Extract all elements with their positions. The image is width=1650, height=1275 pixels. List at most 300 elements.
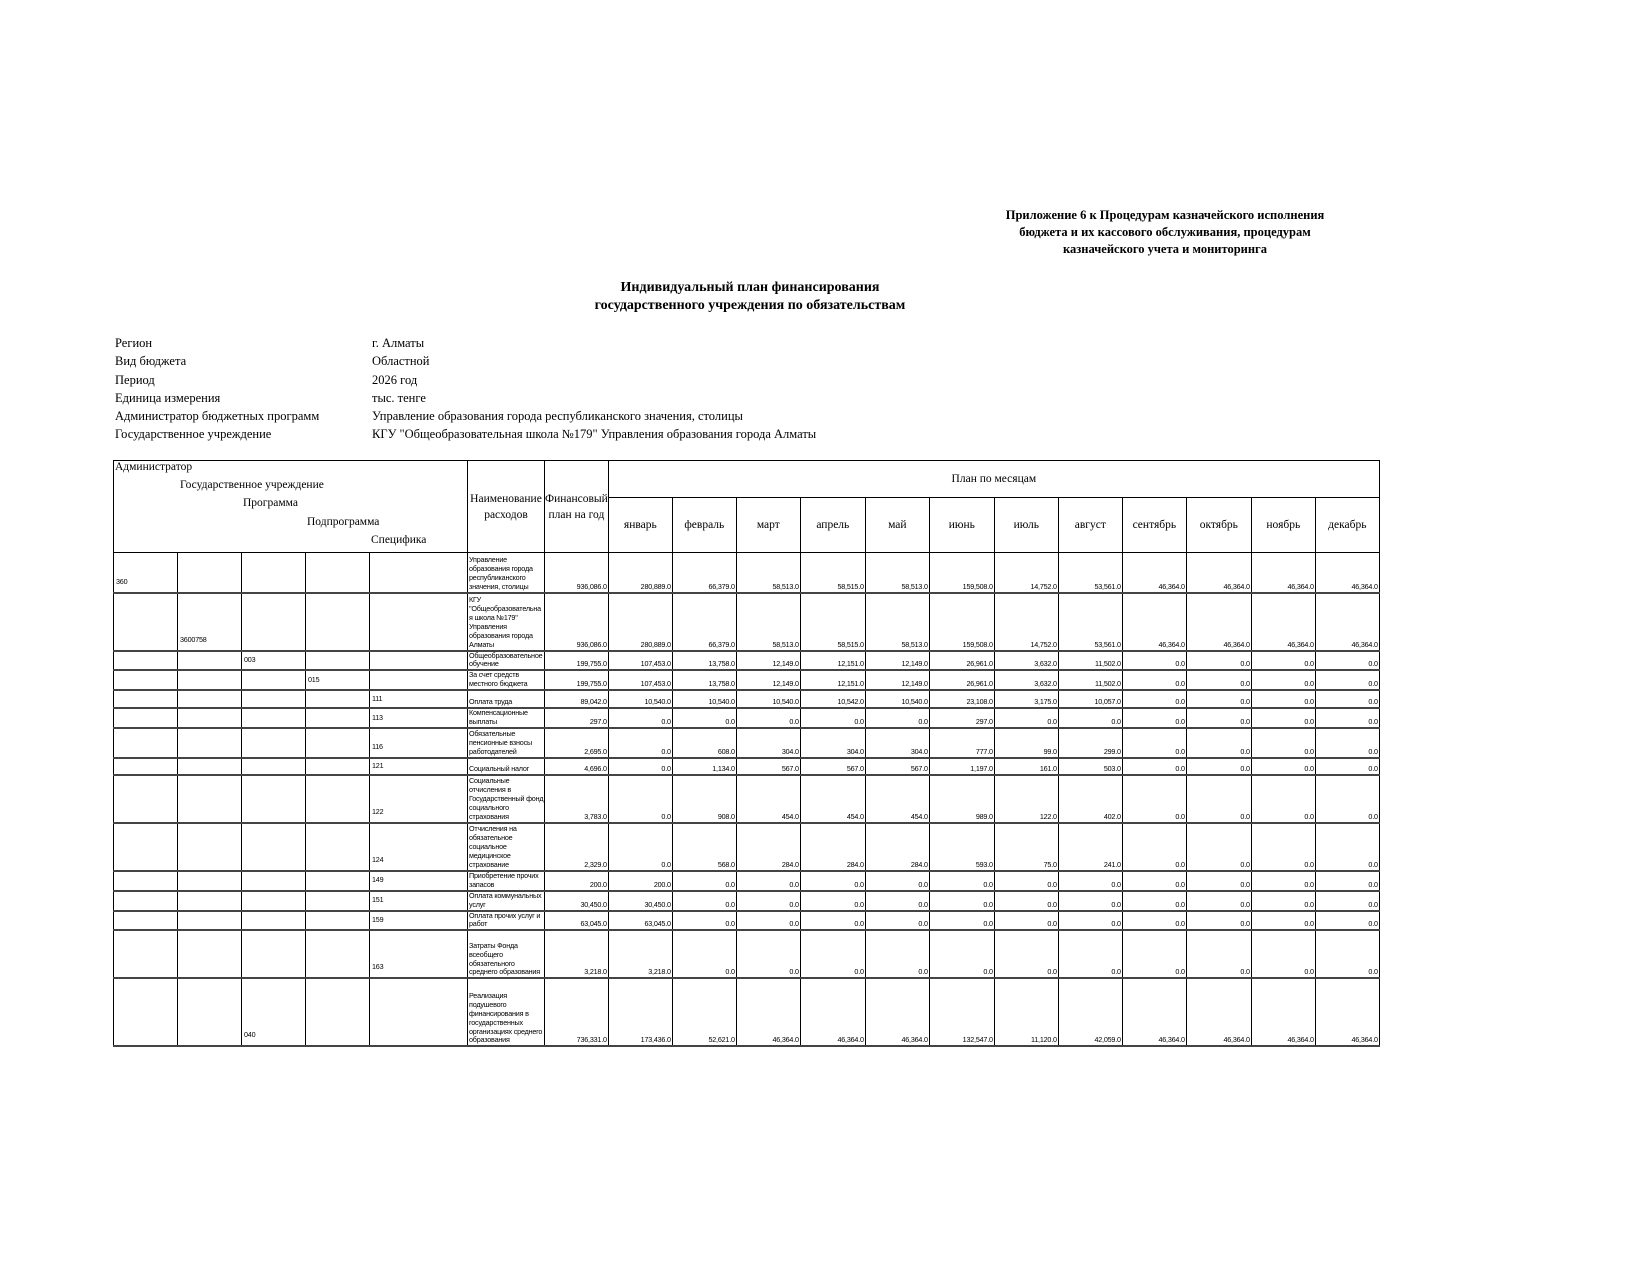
code-institution — [178, 871, 242, 891]
code-specifics: 121 — [370, 758, 468, 775]
header-month: май — [865, 498, 929, 553]
document-title — [450, 279, 1050, 315]
month-amount: 0.0 — [1251, 758, 1315, 775]
month-amount: 46,364.0 — [1122, 593, 1186, 651]
month-amount: 10,540.0 — [672, 690, 736, 708]
table-row — [114, 891, 1380, 911]
month-amount: 0.0 — [1315, 930, 1379, 978]
month-amount: 0.0 — [800, 871, 865, 891]
code-program: 040 — [242, 978, 306, 1046]
month-amount: 159,508.0 — [929, 553, 994, 593]
meta-value: Областной — [372, 354, 430, 369]
code-program — [242, 593, 306, 651]
header-administrator: Администратор — [115, 461, 193, 473]
month-amount: 0.0 — [672, 871, 736, 891]
month-amount: 14,752.0 — [994, 593, 1058, 651]
month-amount: 58,513.0 — [736, 593, 800, 651]
code-program — [242, 930, 306, 978]
code-program — [242, 708, 306, 728]
header-expense-name: Наименование расходов — [468, 461, 545, 553]
code-specifics: 159 — [370, 911, 468, 931]
code-administrator — [114, 775, 178, 823]
header-month: июнь — [929, 498, 994, 553]
code-administrator — [114, 930, 178, 978]
month-amount: 304.0 — [865, 728, 929, 758]
meta-value: 2026 год — [372, 372, 418, 387]
code-subprogram — [306, 891, 370, 911]
month-amount: 568.0 — [672, 823, 736, 871]
month-amount: 284.0 — [800, 823, 865, 871]
month-amount: 280,889.0 — [608, 593, 672, 651]
month-amount: 908.0 — [672, 775, 736, 823]
expense-name: Компенсационные выплаты — [468, 708, 545, 728]
code-program — [242, 690, 306, 708]
code-administrator — [114, 871, 178, 891]
code-subprogram — [306, 690, 370, 708]
month-amount: 11,502.0 — [1058, 670, 1122, 690]
code-subprogram — [306, 911, 370, 931]
meta-label: Вид бюджета — [115, 354, 187, 369]
expense-name: Оплата прочих услуг и работ — [468, 911, 545, 931]
annual-amount: 936,086.0 — [545, 593, 609, 651]
month-amount: 66,379.0 — [672, 553, 736, 593]
code-specifics — [370, 670, 468, 690]
month-amount: 0.0 — [1122, 911, 1186, 931]
code-specifics: 149 — [370, 871, 468, 891]
code-subprogram — [306, 758, 370, 775]
month-amount: 0.0 — [1122, 930, 1186, 978]
code-institution — [178, 670, 242, 690]
code-subprogram — [306, 728, 370, 758]
month-amount: 0.0 — [929, 871, 994, 891]
month-amount: 10,540.0 — [865, 690, 929, 708]
annual-amount: 199,755.0 — [545, 670, 609, 690]
header-month: апрель — [800, 498, 865, 553]
header-specifics: Специфика — [371, 534, 427, 546]
month-amount: 12,149.0 — [865, 670, 929, 690]
appendix-line: Приложение 6 к Процедурам казначейского исполнения — [1005, 208, 1325, 222]
month-amount: 0.0 — [1186, 911, 1251, 931]
code-subprogram — [306, 978, 370, 1046]
meta-label: Государственное учреждение — [115, 427, 272, 442]
month-amount: 0.0 — [1251, 871, 1315, 891]
month-amount: 402.0 — [1058, 775, 1122, 823]
code-program — [242, 891, 306, 911]
month-amount: 0.0 — [1186, 871, 1251, 891]
code-specifics: 111 — [370, 690, 468, 708]
code-institution — [178, 690, 242, 708]
title-line: государственного учреждения по обязательствам — [594, 298, 906, 313]
code-institution — [178, 891, 242, 911]
expense-name: Оплата коммунальных услуг — [468, 891, 545, 911]
month-amount: 0.0 — [736, 708, 800, 728]
code-institution — [178, 728, 242, 758]
month-amount: 0.0 — [1186, 775, 1251, 823]
code-administrator — [114, 728, 178, 758]
month-amount: 0.0 — [608, 775, 672, 823]
month-amount: 10,540.0 — [736, 690, 800, 708]
month-amount: 0.0 — [1315, 670, 1379, 690]
month-amount: 46,364.0 — [1315, 593, 1379, 651]
table-row — [114, 775, 1380, 823]
header-hierarchy — [114, 461, 468, 553]
meta-row-region — [115, 334, 816, 352]
expense-name: Социальные отчисления в Государственный фонд социального страхования — [469, 776, 544, 822]
annual-amount: 89,042.0 — [545, 690, 609, 708]
code-institution — [178, 823, 242, 871]
table-row — [114, 823, 1380, 871]
month-amount: 280,889.0 — [608, 553, 672, 593]
month-amount: 46,364.0 — [1251, 553, 1315, 593]
month-amount: 12,149.0 — [736, 651, 800, 671]
code-institution — [178, 708, 242, 728]
month-amount: 0.0 — [1251, 911, 1315, 931]
expense-name: Реализация подушевого финансирования в государственных организациях среднего образования — [468, 978, 545, 1046]
code-subprogram — [306, 871, 370, 891]
month-amount: 0.0 — [672, 930, 736, 978]
table-row — [114, 758, 1380, 775]
month-amount: 0.0 — [1058, 708, 1122, 728]
code-institution — [178, 651, 242, 671]
month-amount: 0.0 — [736, 891, 800, 911]
meta-row-institution — [115, 425, 816, 443]
code-program — [242, 728, 306, 758]
table-row — [114, 728, 1380, 758]
table-row — [114, 978, 1380, 1046]
code-program — [242, 871, 306, 891]
meta-value: КГУ "Общеобразовательная школа №179" Управления образования города Алматы — [372, 427, 817, 442]
month-amount: 58,513.0 — [865, 553, 929, 593]
month-amount: 63,045.0 — [608, 911, 672, 931]
code-institution: 3600758 — [178, 593, 242, 651]
header-annual-plan: Финансовый план на год — [545, 461, 609, 553]
code-specifics: 163 — [370, 930, 468, 978]
title-line: Индивидуальный план финансирования — [620, 280, 880, 295]
meta-row-unit — [115, 389, 816, 407]
header-month: сентябрь — [1122, 498, 1186, 553]
table-row — [114, 670, 1380, 690]
code-administrator — [114, 690, 178, 708]
annual-amount: 936,086.0 — [545, 553, 609, 593]
month-amount: 0.0 — [608, 708, 672, 728]
month-amount: 0.0 — [672, 708, 736, 728]
header-month: декабрь — [1315, 498, 1379, 553]
month-amount: 0.0 — [994, 891, 1058, 911]
month-amount: 0.0 — [994, 930, 1058, 978]
header-program: Программа — [243, 497, 298, 509]
month-amount: 297.0 — [929, 708, 994, 728]
annual-amount: 63,045.0 — [545, 911, 609, 931]
meta-value: Управление образования города республиканского значения, столицы — [372, 409, 743, 424]
month-amount: 10,542.0 — [800, 690, 865, 708]
code-specifics: 116 — [370, 728, 468, 758]
code-subprogram — [306, 708, 370, 728]
month-amount: 0.0 — [1058, 930, 1122, 978]
month-amount: 0.0 — [865, 891, 929, 911]
month-amount: 0.0 — [1186, 690, 1251, 708]
document-meta — [115, 334, 816, 444]
month-amount: 0.0 — [1251, 930, 1315, 978]
month-amount: 3,175.0 — [994, 690, 1058, 708]
expense-name: За счет средств местного бюджета — [468, 670, 545, 690]
code-administrator — [114, 891, 178, 911]
month-amount: 0.0 — [1122, 891, 1186, 911]
month-amount: 0.0 — [1251, 651, 1315, 671]
month-amount: 53,561.0 — [1058, 553, 1122, 593]
month-amount: 0.0 — [1058, 871, 1122, 891]
meta-label: Администратор бюджетных программ — [115, 409, 320, 424]
month-amount: 608.0 — [672, 728, 736, 758]
month-amount: 107,453.0 — [608, 651, 672, 671]
month-amount: 0.0 — [672, 891, 736, 911]
table-row — [114, 930, 1380, 978]
month-amount: 46,364.0 — [1186, 978, 1251, 1046]
meta-value: тыс. тенге — [372, 390, 426, 405]
month-amount: 0.0 — [1122, 775, 1186, 823]
month-amount: 46,364.0 — [1251, 593, 1315, 651]
annual-amount: 199,755.0 — [545, 651, 609, 671]
month-amount: 1,197.0 — [929, 758, 994, 775]
month-amount: 989.0 — [929, 775, 994, 823]
month-amount: 567.0 — [800, 758, 865, 775]
month-amount: 0.0 — [800, 911, 865, 931]
code-specifics — [370, 593, 468, 651]
month-amount: 0.0 — [1122, 651, 1186, 671]
code-specifics: 124 — [370, 823, 468, 871]
month-amount: 159,508.0 — [929, 593, 994, 651]
header-month: июль — [994, 498, 1058, 553]
month-amount: 46,364.0 — [1186, 593, 1251, 651]
code-subprogram — [306, 593, 370, 651]
header-month: ноябрь — [1251, 498, 1315, 553]
expense-name: Обязательные пенсионные взносы работодателей — [468, 728, 545, 758]
month-amount: 46,364.0 — [1315, 978, 1379, 1046]
month-amount: 46,364.0 — [1122, 978, 1186, 1046]
month-amount: 0.0 — [1251, 823, 1315, 871]
month-amount: 66,379.0 — [672, 593, 736, 651]
meta-row-budget-type — [115, 352, 816, 370]
month-amount: 0.0 — [1315, 690, 1379, 708]
expense-name: Отчисления на обязательное социальное медицинское страхование — [468, 823, 545, 871]
code-institution — [178, 930, 242, 978]
header-month: октябрь — [1186, 498, 1251, 553]
month-amount: 0.0 — [1058, 911, 1122, 931]
code-institution — [178, 978, 242, 1046]
month-amount: 11,120.0 — [994, 978, 1058, 1046]
code-administrator: 360 — [114, 553, 178, 593]
month-amount: 14,752.0 — [994, 553, 1058, 593]
table-row — [114, 871, 1380, 891]
annual-amount: 4,696.0 — [545, 758, 609, 775]
code-subprogram — [306, 823, 370, 871]
month-amount: 0.0 — [929, 930, 994, 978]
month-amount: 0.0 — [1122, 758, 1186, 775]
month-amount: 0.0 — [1251, 728, 1315, 758]
month-amount: 0.0 — [1122, 708, 1186, 728]
month-amount: 52,621.0 — [672, 978, 736, 1046]
month-amount: 46,364.0 — [1186, 553, 1251, 593]
month-amount: 132,547.0 — [929, 978, 994, 1046]
meta-label: Единица измерения — [115, 390, 221, 405]
meta-label: Период — [115, 372, 155, 387]
month-amount: 0.0 — [800, 891, 865, 911]
code-subprogram — [306, 930, 370, 978]
code-specifics — [370, 553, 468, 593]
month-amount: 58,515.0 — [800, 553, 865, 593]
code-institution — [178, 553, 242, 593]
month-amount: 46,364.0 — [736, 978, 800, 1046]
month-amount: 0.0 — [608, 823, 672, 871]
month-amount: 304.0 — [736, 728, 800, 758]
code-program — [242, 553, 306, 593]
month-amount: 26,961.0 — [929, 670, 994, 690]
code-administrator — [114, 911, 178, 931]
code-administrator — [114, 651, 178, 671]
code-administrator — [114, 978, 178, 1046]
month-amount: 0.0 — [800, 708, 865, 728]
month-amount: 46,364.0 — [1251, 978, 1315, 1046]
annual-amount: 3,218.0 — [545, 930, 609, 978]
month-amount: 23,108.0 — [929, 690, 994, 708]
month-amount: 0.0 — [1315, 775, 1379, 823]
month-amount: 1,134.0 — [672, 758, 736, 775]
month-amount: 0.0 — [1186, 891, 1251, 911]
month-amount: 0.0 — [1186, 823, 1251, 871]
month-amount: 46,364.0 — [1122, 553, 1186, 593]
appendix-note — [1000, 207, 1330, 258]
month-amount: 13,758.0 — [672, 670, 736, 690]
month-amount: 10,540.0 — [608, 690, 672, 708]
code-program — [242, 670, 306, 690]
code-administrator — [114, 823, 178, 871]
code-program — [242, 911, 306, 931]
month-amount: 58,513.0 — [736, 553, 800, 593]
code-subprogram — [306, 553, 370, 593]
month-amount: 299.0 — [1058, 728, 1122, 758]
header-month: февраль — [672, 498, 736, 553]
month-amount: 26,961.0 — [929, 651, 994, 671]
code-administrator — [114, 708, 178, 728]
month-amount: 173,436.0 — [608, 978, 672, 1046]
month-amount: 0.0 — [736, 930, 800, 978]
month-amount: 0.0 — [1186, 670, 1251, 690]
month-amount: 12,149.0 — [736, 670, 800, 690]
month-amount: 107,453.0 — [608, 670, 672, 690]
month-amount: 0.0 — [800, 930, 865, 978]
month-amount: 0.0 — [1251, 708, 1315, 728]
month-amount: 10,057.0 — [1058, 690, 1122, 708]
month-amount: 284.0 — [736, 823, 800, 871]
month-amount: 0.0 — [1186, 728, 1251, 758]
month-amount: 0.0 — [994, 871, 1058, 891]
meta-row-administrator — [115, 407, 816, 425]
month-amount: 0.0 — [1186, 758, 1251, 775]
month-amount: 454.0 — [865, 775, 929, 823]
annual-amount: 30,450.0 — [545, 891, 609, 911]
expense-name: Затраты Фонда всеобщего обязательного среднего образования — [468, 930, 545, 978]
month-amount: 3,632.0 — [994, 670, 1058, 690]
header-month: март — [736, 498, 800, 553]
month-amount: 11,502.0 — [1058, 651, 1122, 671]
month-amount: 46,364.0 — [865, 978, 929, 1046]
code-program — [242, 758, 306, 775]
appendix-line: казначейского учета и мониторинга — [1063, 242, 1267, 256]
month-amount: 0.0 — [1122, 728, 1186, 758]
financing-plan-table — [113, 460, 1380, 1047]
table-row — [114, 651, 1380, 671]
month-amount: 503.0 — [1058, 758, 1122, 775]
month-amount: 0.0 — [929, 911, 994, 931]
month-amount: 0.0 — [1251, 670, 1315, 690]
expense-name: КГУ "Общеобразовательная школа №179" Управления образования города Алматы — [468, 593, 545, 651]
month-amount: 454.0 — [736, 775, 800, 823]
table-row — [114, 553, 1380, 593]
month-amount: 12,151.0 — [800, 670, 865, 690]
month-amount: 99.0 — [994, 728, 1058, 758]
month-amount: 13,758.0 — [672, 651, 736, 671]
annual-amount: 2,695.0 — [545, 728, 609, 758]
month-amount: 46,364.0 — [800, 978, 865, 1046]
month-amount: 3,632.0 — [994, 651, 1058, 671]
month-amount: 0.0 — [1315, 823, 1379, 871]
code-institution — [178, 775, 242, 823]
code-subprogram — [306, 651, 370, 671]
expense-name: Социальный налог — [468, 758, 545, 775]
month-amount: 3,218.0 — [608, 930, 672, 978]
month-amount: 241.0 — [1058, 823, 1122, 871]
month-amount: 0.0 — [1251, 891, 1315, 911]
month-amount: 0.0 — [1315, 651, 1379, 671]
code-specifics: 151 — [370, 891, 468, 911]
month-amount: 12,149.0 — [865, 651, 929, 671]
month-amount: 122.0 — [994, 775, 1058, 823]
month-amount: 284.0 — [865, 823, 929, 871]
month-amount: 0.0 — [672, 911, 736, 931]
code-institution — [178, 911, 242, 931]
month-amount: 0.0 — [929, 891, 994, 911]
month-amount: 0.0 — [1251, 775, 1315, 823]
appendix-line: бюджета и их кассового обслуживания, процедурам — [1019, 225, 1311, 239]
month-amount: 0.0 — [1122, 823, 1186, 871]
annual-amount: 297.0 — [545, 708, 609, 728]
month-amount: 0.0 — [1315, 911, 1379, 931]
code-specifics: 113 — [370, 708, 468, 728]
month-amount: 0.0 — [1122, 670, 1186, 690]
code-subprogram: 015 — [306, 670, 370, 690]
header-monthly-plan: План по месяцам — [608, 461, 1379, 498]
month-amount: 0.0 — [994, 708, 1058, 728]
code-administrator — [114, 758, 178, 775]
annual-amount: 200.0 — [545, 871, 609, 891]
table-row — [114, 593, 1380, 651]
month-amount: 0.0 — [608, 728, 672, 758]
header-month: январь — [608, 498, 672, 553]
month-amount: 567.0 — [736, 758, 800, 775]
month-amount: 0.0 — [736, 871, 800, 891]
month-amount: 0.0 — [1315, 728, 1379, 758]
annual-amount: 2,329.0 — [545, 823, 609, 871]
month-amount: 304.0 — [800, 728, 865, 758]
annual-amount: 3,783.0 — [545, 775, 609, 823]
month-amount: 0.0 — [1315, 871, 1379, 891]
table-row — [114, 708, 1380, 728]
month-amount: 0.0 — [1058, 891, 1122, 911]
month-amount: 777.0 — [929, 728, 994, 758]
month-amount: 0.0 — [994, 911, 1058, 931]
month-amount: 200.0 — [608, 871, 672, 891]
month-amount: 0.0 — [865, 930, 929, 978]
month-amount: 0.0 — [865, 708, 929, 728]
